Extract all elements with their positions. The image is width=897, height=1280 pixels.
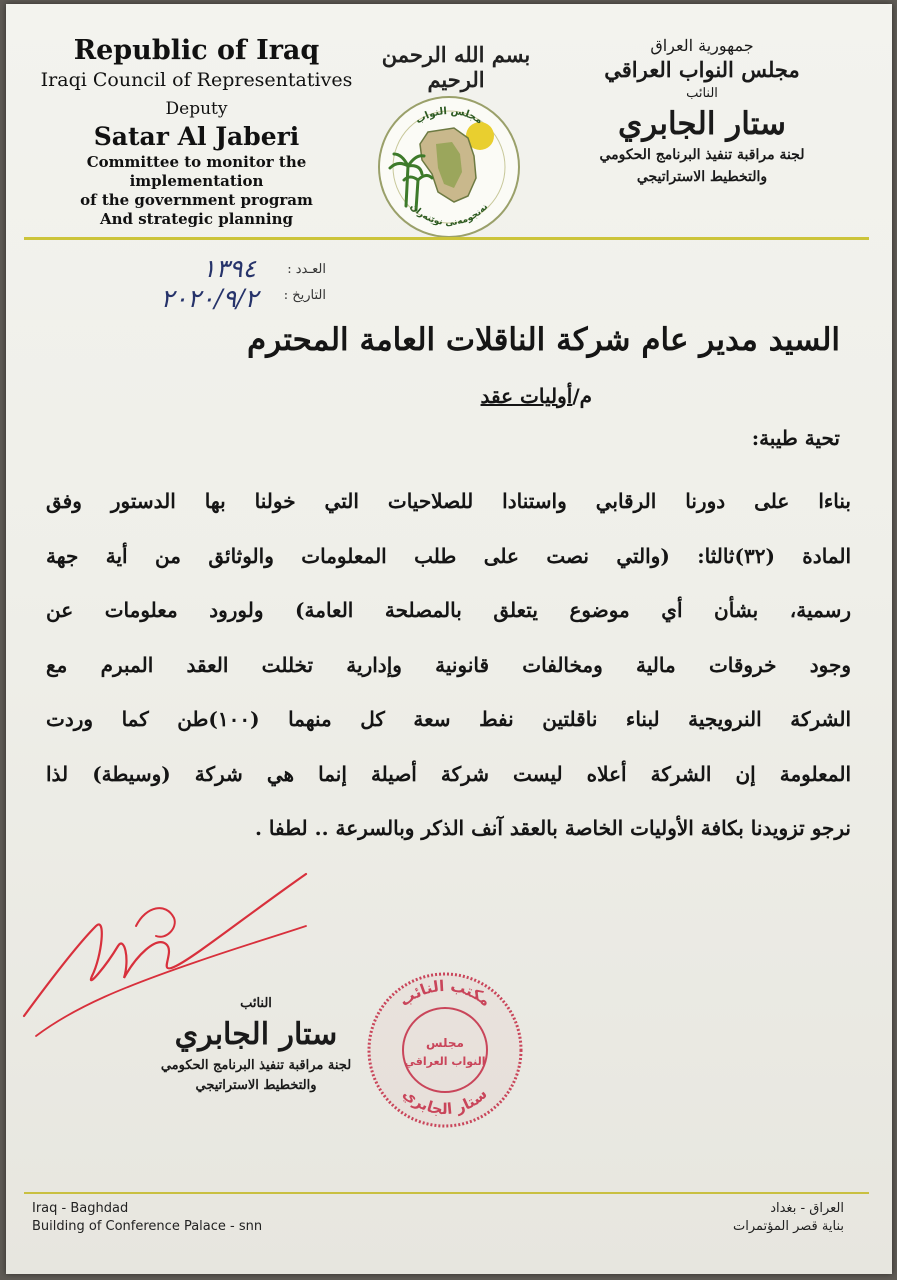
addressee: السيد مدير عام شركة الناقلات العامة المحترم — [247, 322, 840, 358]
deputy-name-ar: ستار الجابري — [617, 106, 787, 142]
greeting: تحية طيبة: — [751, 426, 840, 450]
committee-line2-ar: والتخطيط الاستراتيجي — [636, 169, 768, 185]
body-line: رسمية، بشأن أي موضوع يتعلق بالمصلحة العامة) ولورود معلومات عن — [46, 598, 851, 622]
letter-body — [46, 474, 851, 856]
parliament-emblem — [376, 94, 522, 240]
date-value: ٢٠٢٠/٩/٢ — [160, 284, 258, 313]
body-line: نرجو تزويدنا بكافة الأوليات الخاصة بالعقد آنف الذكر وبالسرعة .. لطفا . — [255, 816, 851, 840]
subject-line — [481, 384, 592, 408]
stamp-outer-top: مكتب النائب — [395, 976, 495, 1011]
body-line: بناءا على دورنا الرقابي واستنادا للصلاحيات التي خولنا بها الدستور وفق — [46, 489, 851, 513]
date-label: التاريخ : — [283, 288, 326, 303]
letter-page — [6, 4, 892, 1274]
footer-ar-line1: العراق - بغداد — [770, 1201, 844, 1216]
letterhead-arabic — [552, 36, 852, 188]
footer-english — [32, 1200, 262, 1236]
committee-line3-en: And strategic planning — [99, 210, 294, 228]
body-line: المادة (٣٢)ثالثا: (والتي نصت على طلب المعلومات والوثائق من أية جهة — [46, 543, 851, 568]
reference-block — [26, 254, 326, 328]
subject-prefix: م/ — [572, 384, 592, 408]
council-name-ar: مجلس النواب العراقي — [604, 57, 800, 82]
deputy-title-ar: النائب — [686, 86, 718, 101]
council-name-en: Iraqi Council of Representatives — [40, 69, 353, 91]
official-stamp — [364, 969, 526, 1131]
letterhead-english — [34, 34, 359, 229]
country-name-ar: جمهورية العراق — [650, 36, 754, 55]
deputy-title-en: Deputy — [165, 99, 228, 119]
signature-committee-line1: لجنة مراقبة تنفيذ البرنامج الحكومي — [160, 1058, 352, 1073]
committee-line1-ar: لجنة مراقبة تنفيذ البرنامج الحكومي — [599, 147, 805, 163]
footer-ar-line2: بناية قصر المؤتمرات — [733, 1219, 844, 1234]
committee-line1-en: Committee to monitor the implementation — [86, 153, 307, 190]
deputy-name-en: Satar Al Jaberi — [93, 122, 300, 151]
stamp-inner-line2: النواب العراقي — [404, 1055, 486, 1068]
basmala: بسم الله الرحمن الرحيم — [381, 42, 531, 92]
stamp-inner-line1: مجلس — [426, 1036, 464, 1050]
emblem-top-text: مجلس النواب — [413, 105, 485, 127]
body-line: المعلومة إن الشركة أعلاه ليست شركة أصيلة إنما هي شركة (وسيطة) لذا — [46, 761, 851, 786]
country-name-en: Republic of Iraq — [73, 35, 320, 66]
committee-line2-en: of the government program — [80, 191, 313, 209]
footer-en-line2: Building of Conference Palace - snn — [32, 1219, 263, 1234]
footer-en-line1: Iraq - Baghdad — [32, 1201, 129, 1216]
header-divider — [24, 237, 869, 240]
body-line: الشركة النرويجية لبناء ناقلتين نفط سعة كل منهما (١٠٠)طن كما وردت — [46, 707, 851, 731]
subject-text: أوليات عقد — [480, 384, 573, 408]
signature-title: النائب — [240, 996, 272, 1011]
signature-block — [126, 994, 386, 1096]
signature-committee-line2: والتخطيط الاستراتيجي — [195, 1078, 317, 1093]
body-line: وجود خروقات مالية ومخالفات قانونية وإدارية تخللت العقد المبرم مع — [46, 652, 851, 677]
number-value: ١٣٩٤ — [202, 254, 256, 283]
number-label: العـدد : — [287, 262, 326, 277]
footer-arabic — [733, 1200, 844, 1236]
emblem-bottom-text: نەنجومەنی نوێنەران — [407, 202, 491, 229]
signature-name: ستار الجابري — [174, 1017, 338, 1052]
stamp-outer-bottom: ستار الجابري — [399, 1084, 491, 1119]
footer-divider — [24, 1192, 869, 1194]
